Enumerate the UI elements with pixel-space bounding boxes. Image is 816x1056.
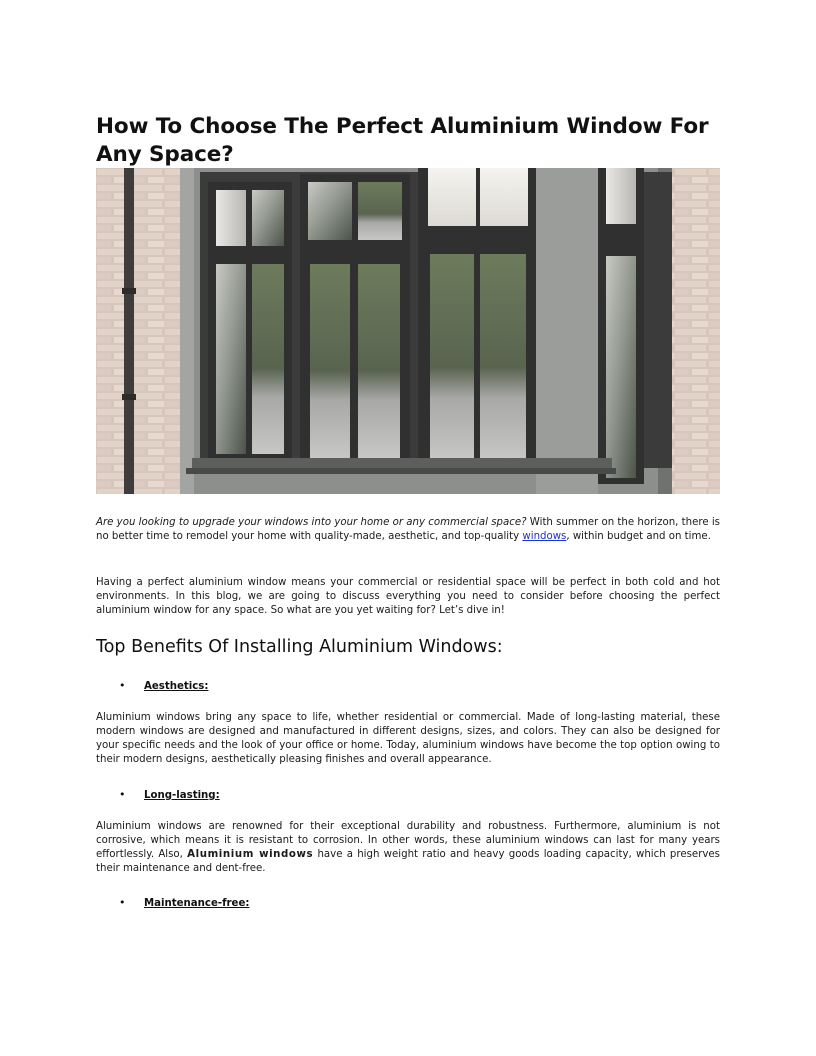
section-heading: Top Benefits Of Installing Aluminium Windows: bbox=[96, 637, 503, 657]
paragraph-2: Having a perfect aluminium window means your commercial or residential space will be perfect in both cold and hot environments. In this blog, we are going to discuss everything you need to consider before choosing the perfect aluminium window for any space. So what are you yet waiting for? Let’s dive in! bbox=[96, 577, 720, 616]
benefit-text-part: Aluminium windows are renowned for their exceptional durability and robustness. Furthermore, aluminium is not corrosive, which means it is resistant to corrosion. In other words, these aluminium windows can last for many years effortlessly. Also, bbox=[96, 821, 720, 860]
benefit-text-long-lasting bbox=[96, 820, 720, 876]
intro-paragraph bbox=[96, 516, 720, 544]
bullet-icon: • bbox=[119, 896, 126, 909]
window-illustration bbox=[96, 168, 720, 494]
benefit-label: Maintenance-free: bbox=[144, 898, 250, 909]
bullet-icon: • bbox=[119, 679, 126, 692]
hero-image bbox=[96, 168, 720, 494]
intro-text: With summer on the horizon, there is no better time to remodel your home with quality-made, aesthetic, and top-quality bbox=[96, 517, 720, 542]
article-title: How To Choose The Perfect Aluminium Window For Any Space? bbox=[96, 114, 709, 167]
benefit-bullet-long-lasting bbox=[119, 788, 220, 803]
benefit-label: Long-lasting: bbox=[144, 790, 220, 801]
windows-link[interactable]: windows bbox=[522, 531, 567, 542]
intro-text-end: , within budget and on time. bbox=[566, 531, 711, 542]
bullet-icon: • bbox=[119, 788, 126, 801]
benefit-bullet-maintenance-free bbox=[119, 896, 249, 911]
intro-question: Are you looking to upgrade your windows into your home or any commercial space? bbox=[96, 517, 527, 528]
benefit-text-aesthetics: Aluminium windows bring any space to life, whether residential or commercial. Made of long-lasting material, these modern windows are designed and manufactured in different designs, sizes, and colors. They can also be designed for your specific needs and the look of your office or home. Today, aluminium windows have become the top option owing to their modern designs, aesthetically pleasing finishes and overall appearance. bbox=[96, 712, 720, 765]
benefit-label: Aesthetics: bbox=[144, 681, 209, 692]
benefit-bullet-aesthetics bbox=[119, 679, 208, 694]
benefit-text-part: have a high weight ratio and heavy goods loading capacity, which preserves their maintenance and dent-free. bbox=[96, 849, 720, 874]
benefit-bold-text: Aluminium windows bbox=[187, 849, 314, 860]
